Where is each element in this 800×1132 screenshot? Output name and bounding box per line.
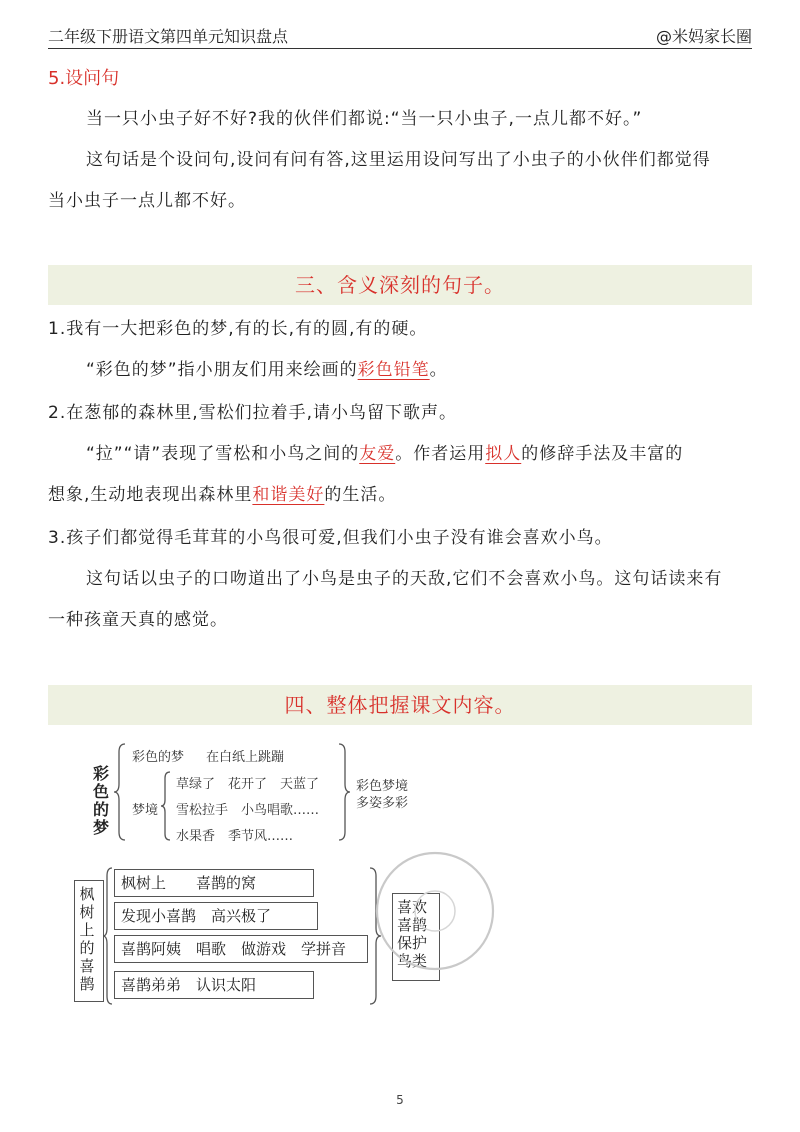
- d1-dream-2: 雪松拉手 小鸟唱歌……: [176, 803, 320, 818]
- header-title: 二年级下册语文第四单元知识盘点: [48, 27, 289, 46]
- example-sentence: 当一只小虫子好不好?我的伙伴们都说:“当一只小虫子,一点儿都不好。”: [86, 109, 643, 129]
- analysis-3b: 一种孩童天真的感觉。: [48, 610, 228, 630]
- d1-dream-label: 梦境: [132, 803, 159, 818]
- d1-summary: 彩色梦境 多姿多彩: [356, 779, 409, 811]
- analysis-3a: 这句话以虫子的口吻道出了小鸟是虫子的天敌,它们不会喜欢小鸟。这句话读来有: [86, 569, 723, 589]
- section-5-title: 5.设问句: [48, 68, 120, 89]
- d1-row1-detail: 在白纸上跳蹦: [206, 750, 285, 765]
- section-3-banner: 三、含义深刻的句子。: [48, 265, 752, 305]
- diagram-1-brace: [113, 742, 127, 842]
- d1-dream-1: 草绿了 花开了 天蓝了: [176, 777, 320, 792]
- diagram-1-root: 彩 色 的 梦: [92, 764, 109, 837]
- page-number: 5: [396, 1093, 404, 1107]
- sentence-3: 3.孩子们都觉得毛茸茸的小鸟很可爱,但我们小虫子没有谁会喜欢小鸟。: [48, 528, 613, 548]
- diagram-1-right-brace: [337, 742, 351, 842]
- d2-branch-1: 枫树上 喜鹊的窝: [114, 869, 314, 897]
- explanation-line-2: 当小虫子一点儿都不好。: [48, 191, 246, 211]
- diagram-2-root: 枫 树 上 的 喜 鹊: [79, 885, 95, 993]
- page-header: [48, 18, 752, 49]
- d2-summary-box: 喜欢 喜鹊 保护 鸟类: [392, 893, 440, 981]
- diagram-2-root-box: [74, 880, 104, 1002]
- analysis-2a: “拉”“请”表现了雪松和小鸟之间的友爱。作者运用拟人的修辞手法及丰富的: [86, 444, 684, 464]
- diagram-1-inner-brace: [160, 770, 172, 842]
- diagram-2-left-brace: [102, 866, 114, 1006]
- keyword-friendship: 友爱: [359, 444, 396, 464]
- section-4-banner: 四、整体把握课文内容。: [48, 685, 752, 725]
- d2-branch-2: 发现小喜鹊 高兴极了: [114, 902, 318, 930]
- watermark-stamp: [370, 846, 500, 976]
- explanation-line-1: 这句话是个设问句,设问有问有答,这里运用设问写出了小虫子的小伙伴们都觉得: [86, 150, 711, 170]
- keyword-personification: 拟人: [485, 444, 522, 464]
- d1-row1-label: 彩色的梦: [132, 750, 185, 765]
- d2-branch-4: 喜鹊弟弟 认识太阳: [114, 971, 314, 999]
- d1-dream-3: 水果香 季节风……: [176, 829, 294, 844]
- header-brand: @米妈家长圈: [655, 27, 752, 46]
- d2-branch-3: 喜鹊阿姨 唱歌 做游戏 学拼音: [114, 935, 368, 963]
- analysis-2b: 想象,生动地表现出森林里和谐美好的生活。: [48, 485, 397, 505]
- sentence-1: 1.我有一大把彩色的梦,有的长,有的圆,有的硬。: [48, 319, 428, 339]
- keyword-harmony: 和谐美好: [252, 485, 325, 505]
- analysis-1: “彩色的梦”指小朋友们用来绘画的彩色铅笔。: [86, 360, 448, 380]
- keyword-colored-pencil: 彩色铅笔: [357, 360, 430, 380]
- sentence-2: 2.在葱郁的森林里,雪松们拉着手,请小鸟留下歌声。: [48, 403, 458, 423]
